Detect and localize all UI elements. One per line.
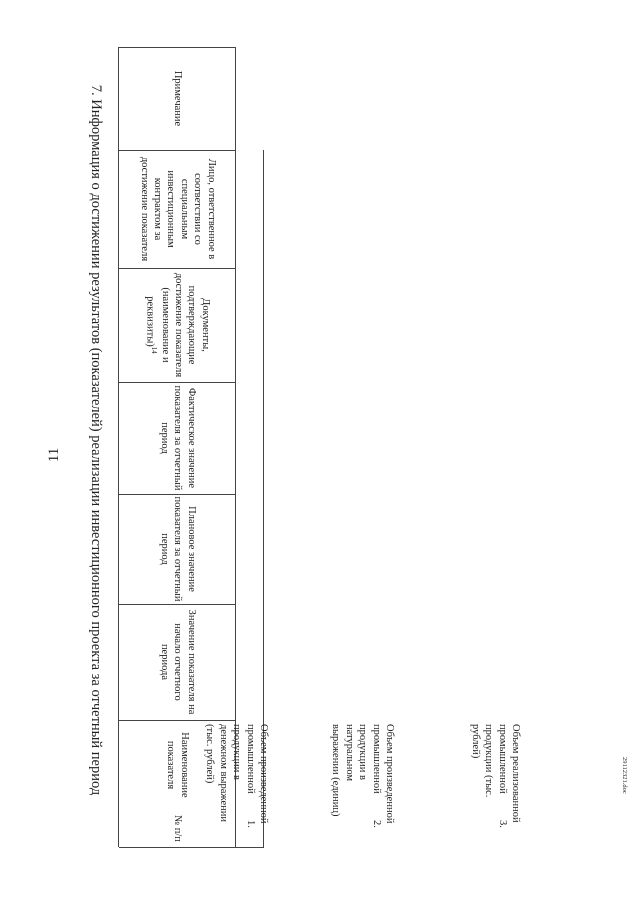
- header-cell-planned-value: Плановое значение показателя за отчетный период: [158, 496, 197, 602]
- table-col-line: [119, 847, 236, 848]
- row-1-number: 1.: [245, 820, 256, 828]
- footnote-mark: 14: [150, 346, 159, 354]
- header-cell-documents-text: Документы, подтверждающие достижение показателя (наименование и реквизиты): [144, 272, 211, 378]
- row-2-name: Объем произведенной промышленной продукции в натуральном выражении (единиц): [330, 724, 395, 824]
- header-cell-actual-value: Фактическое значение показателя за отчетный период: [158, 385, 197, 491]
- header-cell-note: Примечание: [172, 70, 184, 127]
- header-cell-number: № п/п: [172, 815, 184, 842]
- document-footer: 29112321.doc: [621, 757, 628, 794]
- table-col-line: [236, 847, 264, 848]
- row-2-number: 2.: [371, 820, 382, 828]
- header-cell-documents: [119, 268, 236, 382]
- header-cell-start-value: Значение показателя на начало отчетного периода: [158, 609, 197, 715]
- page-number: 11: [46, 447, 62, 463]
- row-1-name: Объем произведенной промышленной продукции в денежном выражении (тыс. рублей): [204, 724, 269, 824]
- section-heading: 7. Информация о достижении результатов (показателей) реализации инвестиционного проекта за отчетный период: [88, 84, 104, 796]
- row-3-name: Объем реализованной промышленной продукции (тыс. рублей): [469, 724, 521, 823]
- header-cell-responsible: Лицо, ответственное в соответствии со специальным инвестиционным контрактом за достижение показателя: [138, 156, 217, 262]
- row-3-number: 3.: [497, 820, 508, 828]
- header-cell-name: Наименование показателя: [165, 732, 190, 798]
